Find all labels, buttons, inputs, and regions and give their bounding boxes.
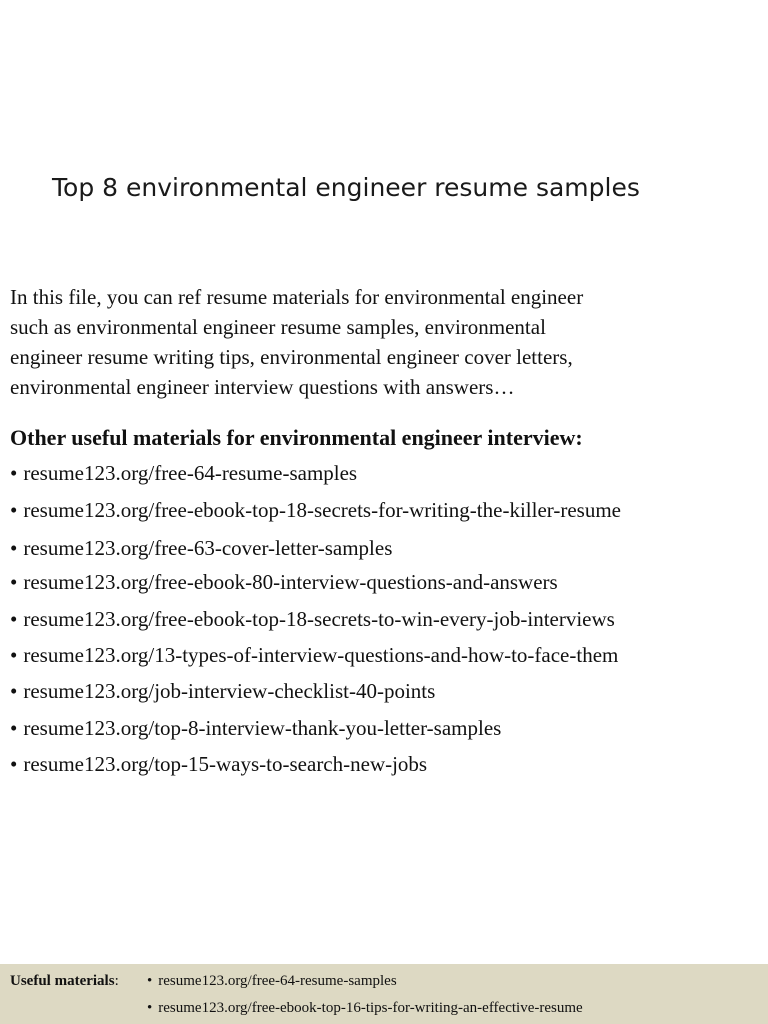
link-types-of-interview-questions[interactable]: resume123.org/13-types-of-interview-questions-and-how-to-face-them [23,643,619,667]
bullet-icon: • [147,1000,153,1016]
footer-link-resume-samples[interactable]: resume123.org/free-64-resume-samples [158,973,397,989]
bullet-icon: • [10,607,18,631]
link-win-job-interviews[interactable]: resume123.org/free-ebook-top-18-secrets-to-win-every-job-interviews [23,607,615,631]
bullet-icon: • [10,752,18,776]
bullet-icon: • [10,716,18,740]
list-item [10,640,618,670]
list-item [10,713,501,743]
page-title: Top 8 environmental engineer resume samples [52,173,640,202]
bullet-icon: • [10,498,18,522]
list-item [10,749,427,779]
bullet-icon: • [10,461,18,485]
link-ebook-killer-resume[interactable]: resume123.org/free-ebook-top-18-secrets-for-writing-the-killer-resume [23,498,621,522]
footer-item [147,1000,583,1017]
materials-heading: Other useful materials for environmental engineer interview: [10,425,583,450]
link-cover-letter-samples[interactable]: resume123.org/free-63-cover-letter-samples [23,536,393,560]
footer-bar [0,964,768,1024]
bullet-icon: • [10,570,18,594]
link-interview-questions[interactable]: resume123.org/free-ebook-80-interview-questions-and-answers [23,570,558,594]
link-free-64-resume-samples[interactable]: resume123.org/free-64-resume-samples [23,461,358,485]
footer-label-text: Useful materials [10,973,115,989]
bullet-icon: • [10,679,18,703]
bullet-icon: • [10,643,18,667]
link-interview-checklist[interactable]: resume123.org/job-interview-checklist-40-points [23,679,436,703]
link-search-new-jobs[interactable]: resume123.org/top-15-ways-to-search-new-jobs [23,752,428,776]
list-item [10,604,615,634]
list-item [10,495,621,525]
link-thank-you-letter-samples[interactable]: resume123.org/top-8-interview-thank-you-letter-samples [23,716,502,740]
bullet-icon: • [147,973,153,989]
list-item [10,567,558,597]
intro-paragraph: In this file, you can ref resume materials for environmental engineer such as environmental engineer resume samples, environmental engineer resume writing tips, environmental engineer cover letters, environmental engineer interview questions with answers… [10,285,584,399]
list-item [10,676,435,706]
list-item [10,533,392,563]
footer-item [147,973,397,990]
list-item [10,458,357,488]
footer-label-colon: : [114,973,119,989]
footer-label [10,973,119,990]
footer-link-effective-resume-tips[interactable]: resume123.org/free-ebook-top-16-tips-for-writing-an-effective-resume [158,1000,583,1016]
bullet-icon: • [10,536,18,560]
